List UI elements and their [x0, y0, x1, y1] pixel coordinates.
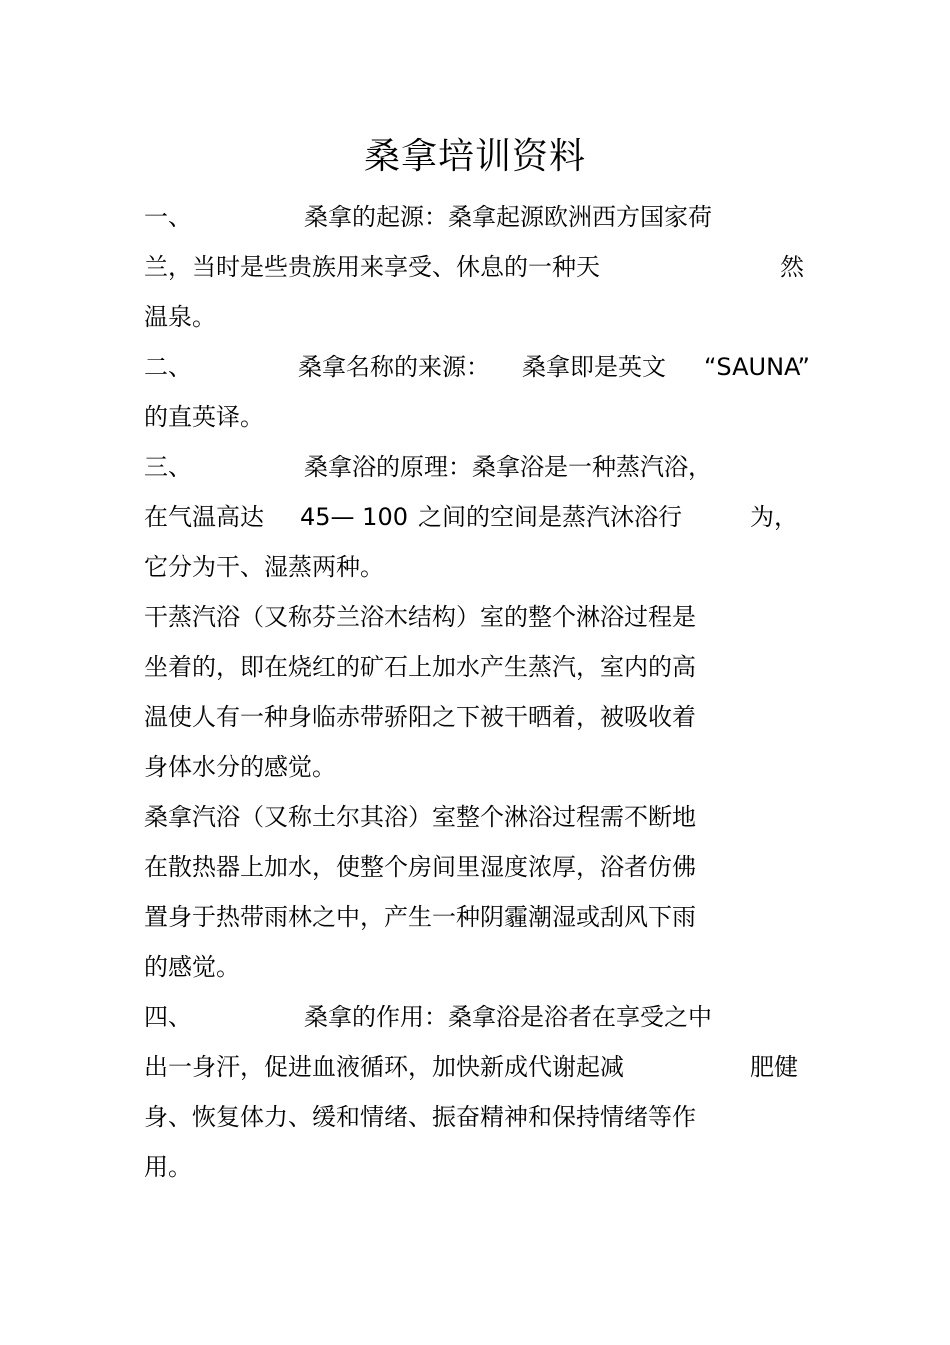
section-2-line-1-c: “SAUNA” — [704, 353, 810, 381]
dry-line-2: 坐着的，即在烧红的矿石上加水产生蒸汽，室内的高 — [144, 653, 696, 681]
dry-line-1: 干蒸汽浴（又称芬兰浴木结构）室的整个淋浴过程是 — [144, 603, 696, 631]
section-2-line-1-b: 桑拿即是英文 — [522, 353, 666, 381]
section-3-line-3-row — [144, 550, 824, 584]
section-2-line-1-a: 桑拿名称的来源： — [298, 353, 490, 381]
wet-paragraph-line-2 — [144, 850, 824, 884]
section-4-line-3-row — [144, 1100, 824, 1134]
section-1-line-3: 温泉。 — [144, 303, 216, 331]
section-3-heading-line — [144, 450, 824, 484]
section-2-heading-line — [144, 350, 824, 384]
section-1-line-1: 桑拿的起源：桑拿起源欧洲西方国家荷 — [304, 203, 712, 231]
section-1-line-2-row — [144, 250, 824, 284]
wet-line-3: 置身于热带雨林之中，产生一种阴霾潮湿或刮风下雨 — [144, 903, 696, 931]
section-4-line-3: 身、恢复体力、缓和情绪、振奋精神和保持情绪等作 — [144, 1103, 696, 1131]
dry-line-4: 身体水分的感觉。 — [144, 753, 336, 781]
section-4-line-4: 用。 — [144, 1153, 192, 1181]
section-3-line-2-d: 为， — [750, 503, 798, 531]
section-1-line-2-tail: 然 — [780, 253, 804, 281]
section-4-line-2-b: 肥健 — [750, 1053, 798, 1081]
section-2-line-2-row — [144, 400, 824, 434]
section-4-line-2-row — [144, 1050, 824, 1084]
section-4-heading-line — [144, 1000, 824, 1034]
section-4-line-4-row — [144, 1150, 824, 1184]
section-4-line-2-a: 出一身汗，促进血液循环，加快新成代谢起减 — [144, 1053, 624, 1081]
section-1-marker: 一、 — [144, 203, 192, 231]
section-4-marker: 四、 — [144, 1003, 192, 1031]
section-3-line-3: 它分为干、湿蒸两种。 — [144, 553, 384, 581]
wet-line-2: 在散热器上加水，使整个房间里湿度浓厚，浴者仿佛 — [144, 853, 696, 881]
section-3-line-2-c: 之间的空间是蒸汽沐浴行 — [418, 503, 682, 531]
wet-paragraph-line-1 — [144, 800, 824, 834]
dry-paragraph-line-1 — [144, 600, 824, 634]
wet-line-4: 的感觉。 — [144, 953, 240, 981]
section-2-marker: 二、 — [144, 353, 192, 381]
section-1-line-2: 兰，当时是些贵族用来享受、休息的一种天 — [144, 253, 600, 281]
section-2-line-2: 的直英译。 — [144, 403, 264, 431]
dry-paragraph-line-2 — [144, 650, 824, 684]
dry-paragraph-line-3 — [144, 700, 824, 734]
wet-paragraph-line-4 — [144, 950, 824, 984]
wet-line-1: 桑拿汽浴（又称土尔其浴）室整个淋浴过程需不断地 — [144, 803, 696, 831]
section-3-line-2-b: 45— 100 — [300, 503, 408, 531]
section-3-line-1: 桑拿浴的原理：桑拿浴是一种蒸汽浴， — [304, 453, 712, 481]
dry-paragraph-line-4 — [144, 750, 824, 784]
dry-line-3: 温使人有一种身临赤带骄阳之下被干晒着，被吸收着 — [144, 703, 696, 731]
section-3-line-2-row — [144, 500, 824, 534]
wet-paragraph-line-3 — [144, 900, 824, 934]
section-4-line-1: 桑拿的作用：桑拿浴是浴者在享受之中 — [304, 1003, 712, 1031]
section-3-line-2-a: 在气温高达 — [144, 503, 264, 531]
document-title: 桑拿培训资料 — [363, 136, 586, 177]
section-1-heading-line — [144, 200, 824, 234]
section-1-line-3-row — [144, 300, 824, 334]
section-3-marker: 三、 — [144, 453, 192, 481]
